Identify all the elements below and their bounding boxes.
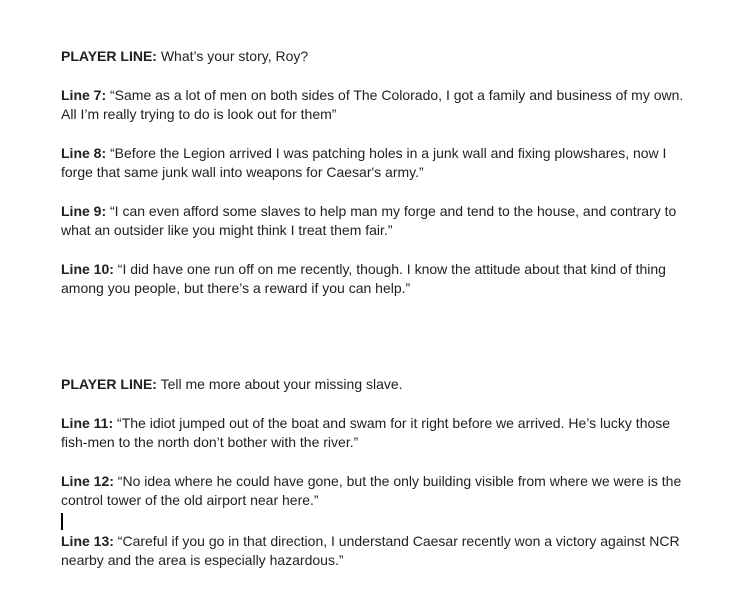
player-line-text: Tell me more about your missing slave. [156,376,403,392]
line-text: “Before the Legion arrived I was patching holes in a junk wall and fixing plowshares, now I forge that same junk wall into weapons for Caesar's army.” [61,145,667,180]
line-label: Line 12: [61,473,114,489]
dialogue-line-7 [61,86,691,124]
dialogue-line-12 [61,472,691,510]
dialogue-line-9 [61,202,691,240]
player-line-label: PLAYER LINE: [61,48,157,64]
dialogue-line-13 [61,532,691,570]
player-line-2 [61,375,691,394]
line-text: “No idea where he could have gone, but the only building visible from where we were is the control tower of the old airport near here.” [61,473,682,508]
player-line-1 [61,47,691,66]
line-label: Line 13: [61,533,114,549]
line-text: “Same as a lot of men on both sides of The Colorado, I got a family and business of my own. All I’m really trying to do is look out for them” [61,87,684,122]
line-text: “I did have one run off on me recently, though. I know the attitude about that kind of thing among you people, but there’s a reward if you can help.” [61,261,666,296]
line-text: “The idiot jumped out of the boat and swam for it right before we arrived. He’s lucky those fish-men to the north don’t bother with the river.” [61,415,671,450]
line-label: Line 10: [61,261,114,277]
dialogue-line-8 [61,144,691,182]
dialogue-line-11 [61,414,691,452]
line-text: “Careful if you go in that direction, I understand Caesar recently won a victory against NCR nearby and the area is especially hazardous.” [61,533,680,568]
line-label: Line 11: [61,415,114,431]
player-line-label: PLAYER LINE: [61,376,157,392]
line-label: Line 8: [61,145,107,161]
line-label: Line 7: [61,87,107,103]
text-cursor [61,513,63,530]
player-line-text: What’s your story, Roy? [156,48,309,64]
dialogue-line-10 [61,260,691,298]
line-text: “I can even afford some slaves to help man my forge and tend to the house, and contrary to what an outsider like you might think I treat them fair.” [61,203,677,238]
line-label: Line 9: [61,203,107,219]
